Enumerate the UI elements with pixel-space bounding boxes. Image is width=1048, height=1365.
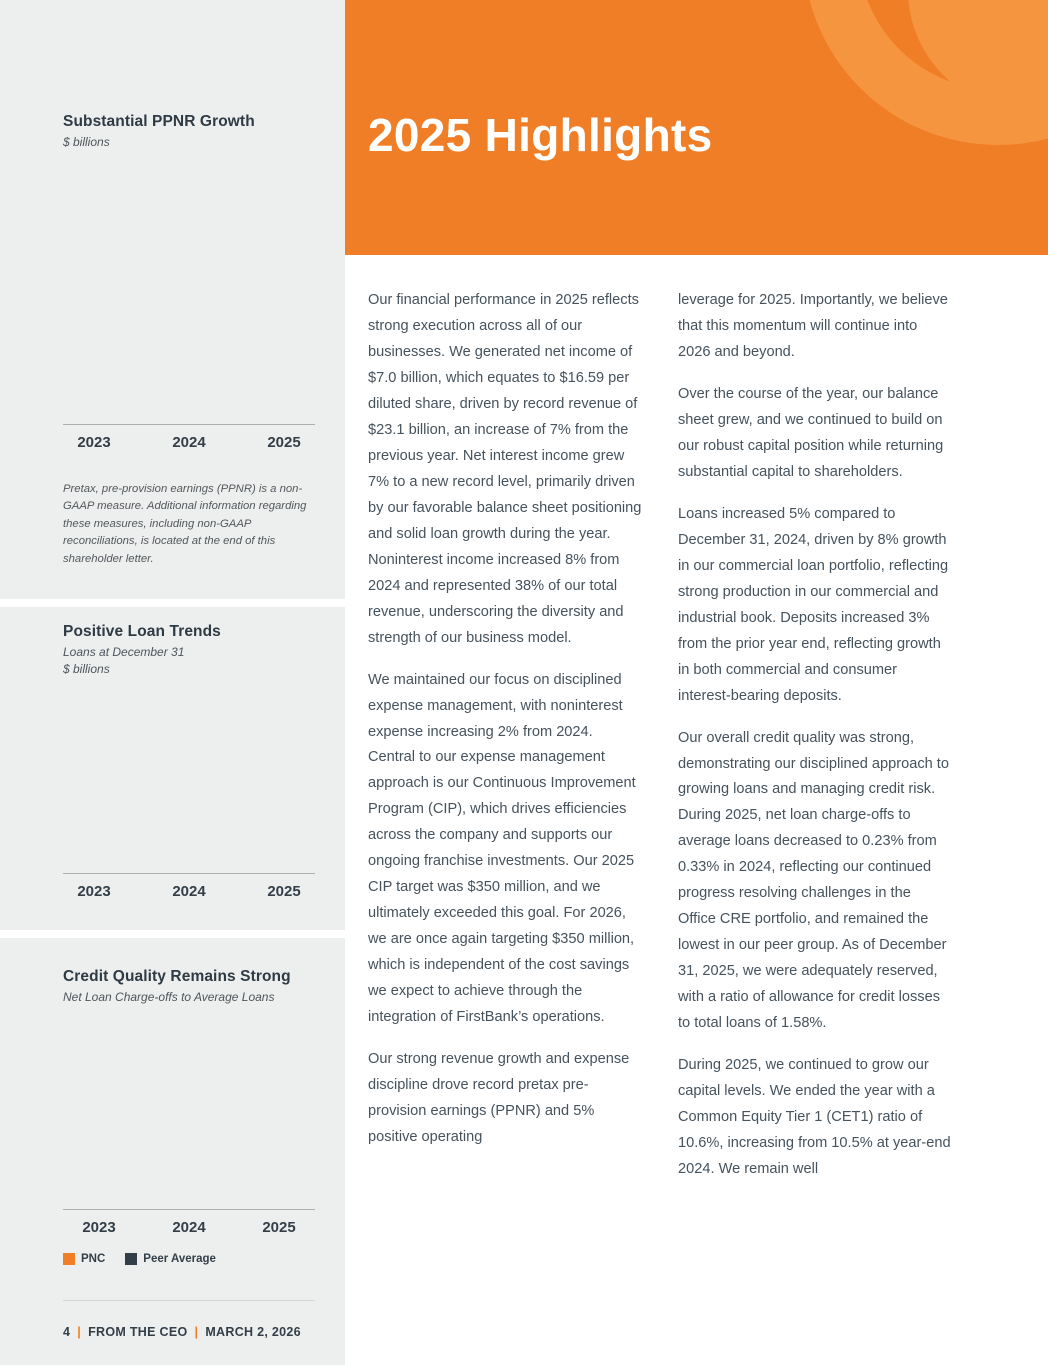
credit-quality-chart-section [0,938,345,1365]
footer-page-number: 4 [63,1325,71,1339]
credit-quality-bar-chart [63,1018,315,1236]
legend-swatch [125,1253,137,1265]
body-paragraph: We maintained our focus on disciplined expense management, with noninterest expense increasing 2% from 2024. Central to our expense management approach is our Continuous Improvement Program (CIP), which drives efficiencies across the company and supports our ongoing franchise investments. Our 2025 CIP target was $350 million, and we ultimately exceeded this goal. For 2026, we are once again targeting $350 million, which is independent of the cost savings we expect to achieve through the integration of FirstBank’s operations. [368,671,636,1026]
plot-area [63,690,315,874]
x-axis-label: 2024 [172,1218,206,1236]
footer-separator: | [194,1325,199,1339]
ppnr-chart-subtitle: $ billions [63,135,110,149]
page-title: 2025 Highlights [368,109,713,161]
x-axis-label: 2025 [267,882,301,900]
x-axis-label: 2024 [172,433,206,451]
orange-header-band [345,0,1048,255]
x-axis [63,883,315,900]
body-paragraph: Our overall credit quality was strong, demonstrating our disciplined approach to growing loans and managing credit risk. During 2025, net loan charge-offs to average loans decreased to 0.23% from 0.33% in 2024, reflecting our continued progress resolving challenges in the Office CRE portfolio, and remained the lowest in our peer group. As of December 31, 2025, we were adequately reserved, with a ratio of allowance for credit losses to total loans of 1.58%. [678,729,949,1032]
body-paragraph: Our financial performance in 2025 reflects strong execution across all of our businesses. We generated net income of $7.0 billion, which equates to $16.59 per diluted share, driven by record revenue of $23.1 billion, an increase of 7% from the previous year. Net interest income grew 7% to a new record level, primarily driven by our favorable balance sheet positioning and solid loan growth during the year. Noninterest income increased 8% from 2024 and represented 38% of our total revenue, underscoring the diversity and strength of our business model. [368,292,642,646]
x-axis-label: 2023 [82,1218,116,1236]
loans-bar-chart [63,690,315,900]
body-text-columns [345,255,1048,1239]
ppnr-chart-section [0,0,345,599]
loans-chart-title: Positive Loan Trends [63,623,221,640]
footer-section-label: FROM THE CEO [88,1325,188,1339]
section-divider [0,930,345,938]
loans-chart-section [0,607,345,930]
text-column-1 [368,288,642,1199]
legend-label: PNC [81,1252,106,1265]
legend-item-peer-average [125,1253,216,1265]
plot-area [63,1018,315,1210]
x-axis-label: 2025 [262,1218,296,1236]
body-paragraph: Our strong revenue growth and expense discipline drove record pretax pre-provision earnings (PPNR) and 5% positive operating [368,1051,630,1146]
body-paragraph: leverage for 2025. Importantly, we believe that this momentum will continue into 2026 and beyond. [678,292,948,360]
x-axis-label: 2025 [267,433,301,451]
body-paragraph: During 2025, we continued to grow our capital levels. We ended the year with a Common Equity Tier 1 (CET1) ratio of 10.6%, increasing from 10.5% at year-end 2024. We remain well [678,1057,951,1178]
section-divider [0,599,345,607]
x-axis-label: 2023 [77,882,111,900]
body-paragraph: Loans increased 5% compared to December 31, 2024, driven by 8% growth in our commercial loan portfolio, reflecting strong production in our commercial and industrial book. Deposits increased 3% from the prior year end, reflecting growth in both commercial and consumer interest-bearing deposits. [678,505,949,704]
x-axis [63,434,315,451]
page-footer [63,1300,315,1365]
footer-date: MARCH 2, 2026 [205,1325,301,1339]
x-axis-label: 2023 [77,433,111,451]
ppnr-chart-title: Substantial PPNR Growth [63,113,255,130]
text-column-2 [678,288,952,1199]
ppnr-bar-chart [63,163,315,451]
body-paragraph: Over the course of the year, our balance sheet grew, and we continued to build on our robust capital position while returning substantial capital to shareholders. [678,385,944,480]
legend-swatch [63,1253,75,1265]
charts-sidebar [0,0,345,1365]
credit-quality-chart-title: Credit Quality Remains Strong [63,968,291,985]
loans-chart-subtitle-line1: Loans at December 31 [63,645,185,659]
loans-chart-subtitle [63,644,315,678]
credit-quality-chart-subtitle: Net Loan Charge-offs to Average Loans [63,990,275,1004]
ppnr-footnote: Pretax, pre-provision earnings (PPNR) is a non-GAAP measure. Additional information regarding these measures, including non-GAAP reconciliations, is located at the end of this shareholder letter. [63,482,307,565]
x-axis [63,1219,315,1236]
legend-item-pnc [63,1253,105,1265]
loans-chart-subtitle-line2: $ billions [63,661,110,676]
main-content [345,0,1048,1365]
legend-label: Peer Average [143,1252,216,1265]
footer-separator: | [77,1325,82,1339]
x-axis-label: 2024 [172,882,206,900]
chart-legend [63,1253,315,1265]
plot-area [63,163,315,425]
